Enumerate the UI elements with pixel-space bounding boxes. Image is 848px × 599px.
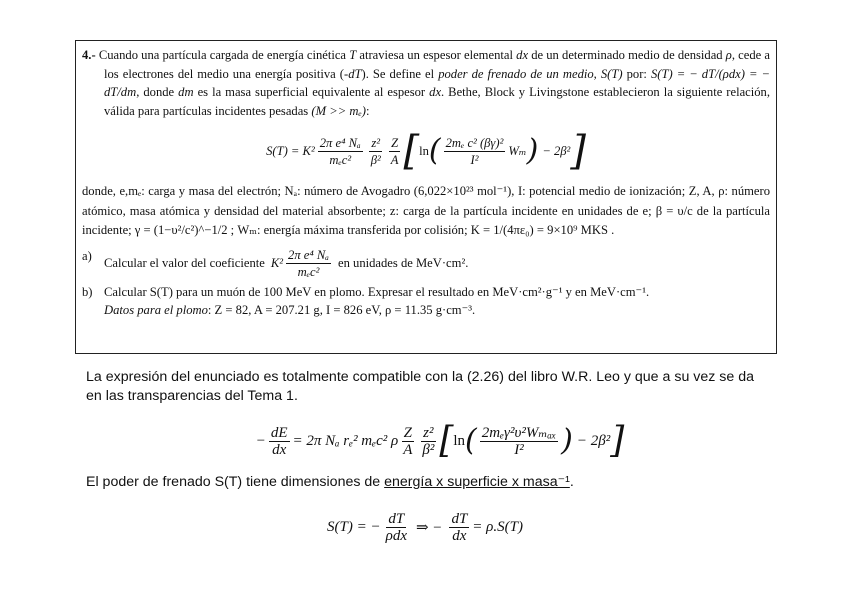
fraction-numerator: Z [391,135,399,150]
intro-text: , donde [136,85,175,99]
fraction-denominator: mₑc² [297,264,320,279]
fraction-denominator: I² [470,152,479,167]
problem-number: 4.- [82,48,96,62]
definition-formula: S(T) = − dT/(ρdx) = − dT/dm [104,66,770,99]
fraction [389,135,401,168]
answer-paragraph-1: La expresión del enunciado es totalmente compatible con la (2.26) del libro W.R. Leo y que a su vez se da en las transparencias del Tema 1. [86,369,754,404]
stopping-power-relation [260,505,590,549]
bethe-bloch-formula [82,122,770,180]
var-T: T [349,48,357,62]
fraction-numerator: dE [270,424,288,441]
intro-text: : [365,103,370,118]
coefficient-fraction [286,247,331,280]
fraction-denominator: dx [452,527,467,544]
right-bracket: ] [610,420,625,461]
para2-text: . [569,474,574,490]
var-ST: S(T) [600,66,623,81]
var-dT: dT [348,66,362,81]
intro-text: atraviesa un espesor elemental [359,48,513,62]
left-paren: ( [428,133,441,168]
var-rho: ρ [725,48,732,62]
intro-text: de un determinado medio de densidad [531,48,723,62]
intro-text: es la masa superficial equivalente al espesor [197,85,426,99]
fraction [480,425,558,458]
fraction-denominator: dx [272,441,287,458]
right-paren: ) [526,133,539,168]
problem-intro: 4.- Cuando una partícula cargada de energía cinética T atraviesa un espesor elemental dx de un determinado medio de densidad ρ, cede a los electrones del medio una energía positiva (-dT). Se define el poder de frenado de un medio, S(T) por: S(T) = − dT/(ρdx) = − dT/dm, donde dm es la masa superficial equivalente al espesor dx. Bethe, Block y Livingstone establecieron la siguiente relación, válida para partículas incidentes pesadas (M >> mₑ): [82,48,770,118]
fraction-numerator: 2mₑ c² (βγ)² [445,135,504,150]
var-dx: dx [516,48,529,62]
fraction-denominator: A [390,152,399,167]
heavy-condition: (M >> mₑ) [311,103,366,118]
fraction [449,511,469,544]
item-b-text: Calcular S(T) para un muón de 100 MeV en plomo. Expresar el resultado en MeV·cm²·g⁻¹ y en MeV·cm⁻¹. [104,284,650,299]
fraction [384,511,409,544]
coefficient-prefix: K² [270,255,284,270]
fraction-numerator: z² [371,135,381,150]
minus-sign: − [255,432,266,449]
fraction-numerator: z² [423,424,434,441]
fraction [420,425,436,458]
intro-text: ). Se define el [361,66,435,81]
fraction-numerator: 2mₑγ²υ²Wₘₐₓ [481,424,557,441]
definitions-paragraph: donde, e,mₑ: carga y masa del electrón; Nₐ: número de Avogadro (6,022×10²³ mol⁻¹), I: potencial medio de ionización; Z, A, ρ: número atómico, masa atómica y densidad del material absorbente; z: carga de la partícula incidente en unidades de e; β = υ/c de la partícula incidente; γ = (1−υ²/c²)^−1/2 ; Wₘ: energía máxima transferida por colisión; K = 1/(4πε₀) = 9×10⁹ MKS . [82,184,770,237]
fraction-numerator: dT [451,510,468,527]
formula-lhs: S(T) = − [327,518,381,535]
item-label: b) [82,284,93,299]
fraction-numerator: Z [403,424,412,441]
answer-paragraph-2 [86,473,766,492]
left-paren: ( [465,423,477,458]
formula-tail: − 2β² [542,143,571,158]
item-a-text: en unidades de MeV·cm². [338,255,469,270]
right-bracket: ] [570,128,586,174]
intro-text: Cuando una partícula cargada de energía cinética [98,48,347,62]
fraction [269,425,290,458]
sub-questions [82,247,770,320]
right-paren: ) [561,423,573,458]
fraction [444,135,506,168]
fraction [401,425,414,458]
fraction-denominator: A [403,441,413,458]
formula-middle: = 2π Nₐ rₑ² mₑc² ρ [292,432,399,449]
left-bracket: [ [439,420,454,461]
formula-tail: − 2β² [576,432,611,449]
intro-text: . Bethe, Block y Livingstone establecieron la siguiente relación, válida para partículas incidentes pesadas [104,85,770,118]
ln-operator: ln [453,432,466,449]
fraction-denominator: β² [422,441,435,458]
intro-text: por: [626,66,647,81]
term-italic: poder de frenado de un medio [438,66,594,81]
data-label: Datos para el plomo [104,303,208,317]
left-bracket: [ [403,128,420,174]
problem-box [75,40,777,354]
item-b [82,283,770,320]
item-a-text: Calcular el valor del coeficiente [104,255,265,270]
fraction-numerator: 2π e⁴ Nₐ [288,247,329,262]
para2-text: El poder de frenado S(T) tiene dimensiones de [86,474,381,490]
var-dx: dx [429,85,442,99]
wm-term: Wₘ [508,143,527,158]
fraction-denominator: β² [370,152,381,167]
dimensions-underlined: energía x superficie x masa⁻¹ [384,474,570,490]
intro-text: , cede a los electrones del medio una energía positiva (- [104,48,770,81]
formula-lhs: S(T) = K² [266,143,315,158]
fraction-denominator: I² [514,441,524,458]
fraction-numerator: 2π e⁴ Nₐ [319,135,361,150]
fraction-denominator: mₑc² [329,152,352,167]
fraction [318,135,363,168]
fraction-denominator: ρdx [385,527,407,544]
fraction-numerator: dT [388,510,405,527]
ln-operator: ln [419,143,429,158]
leo-formula [230,412,650,470]
lead-data: : Z = 82, A = 207.21 g, I = 826 eV, ρ = 11.35 g·cm⁻³. [207,303,476,317]
implies-arrow: ⇒ − [415,519,443,536]
formula-rhs: = ρ.S(T) [472,518,523,535]
item-label: a) [82,248,92,263]
fraction [369,135,383,168]
item-a [82,247,770,280]
var-dm: dm [178,85,194,99]
